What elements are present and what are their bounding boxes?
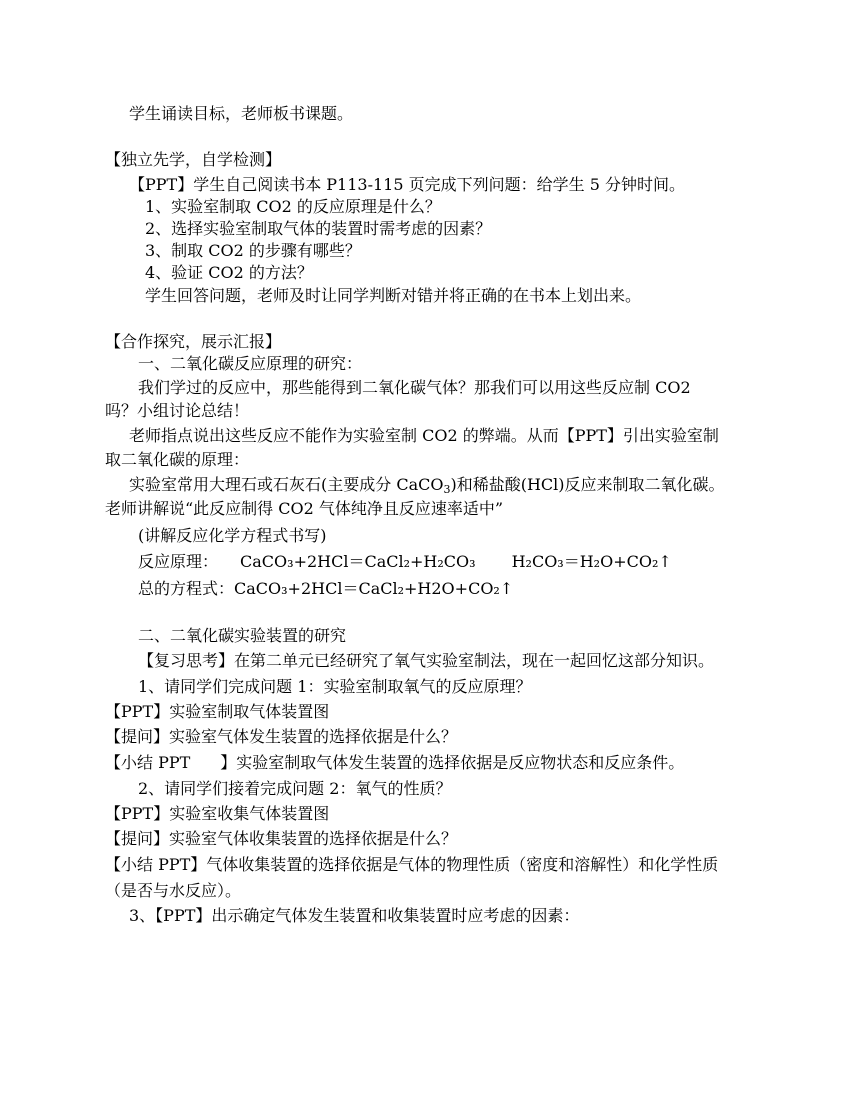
chemical-equation: CaCO₃+2HCl＝CaCl₂+H₂CO₃ bbox=[240, 552, 476, 571]
text-line: 我们学过的反应中，那些能得到二氧化碳气体？那我们可以用这些反应制 CO2 bbox=[138, 378, 691, 397]
text-line bbox=[105, 752, 684, 774]
text-line: 【复习思考】在第二单元已经研究了氧气实验室制法，现在一起回忆这部分知识。 bbox=[138, 651, 715, 670]
equation-line: 总的方程式：CaCO₃+2HCl＝CaCl₂+H2O+CO₂↑ bbox=[138, 579, 514, 598]
chemical-equation: H₂CO₃＝H₂O+CO₂↑ bbox=[511, 552, 672, 571]
text-line: 老师指点说出这些反应不能作为实验室制 CO2 的弊端。从而【PPT】引出实验室制 bbox=[129, 426, 719, 445]
text-segment: 】实验室制取气体发生装置的选择依据是反应物状态和反应条件。 bbox=[220, 753, 685, 772]
question-item: 3、制取 CO2 的步骤有哪些？ bbox=[145, 241, 361, 260]
subsection-heading: 一、二氧化碳反应原理的研究： bbox=[138, 354, 363, 373]
text-line: 3、【PPT】出示确定气体发生装置和收集装置时应考虑的因素： bbox=[129, 906, 580, 925]
text-line: 学生诵读目标，老师板书课题。 bbox=[129, 104, 354, 123]
section-heading: 【合作探究，展示汇报】 bbox=[105, 332, 282, 351]
text-line: 【PPT】学生自己阅读书本 P113-115 页完成下列问题：给学生 5 分钟时间。 bbox=[129, 175, 685, 194]
text-line: 【提问】实验室气体收集装置的选择依据是什么？ bbox=[105, 829, 458, 848]
equation-line bbox=[138, 551, 672, 573]
question-item: 4、验证 CO2 的方法？ bbox=[145, 263, 313, 282]
text-line bbox=[129, 474, 725, 496]
text-line: 【提问】实验室气体发生装置的选择依据是什么？ bbox=[105, 727, 458, 746]
equation-label: 反应原理： bbox=[138, 552, 219, 571]
text-line: 1、请同学们完成问题 1：实验室制取氧气的反应原理？ bbox=[138, 677, 532, 696]
subsection-heading: 二、二氧化碳实验装置的研究 bbox=[138, 626, 347, 645]
text-line: 吗？小组讨论总结！ bbox=[105, 401, 250, 420]
question-item: 2、选择实验室制取气体的装置时需考虑的因素？ bbox=[145, 219, 492, 238]
text-segment: 实验室常用大理石或石灰石(主要成分 CaCO bbox=[129, 475, 444, 494]
text-line: (讲解反应化学方程式书写) bbox=[138, 526, 327, 545]
text-line: 【小结 PPT】气体收集装置的选择依据是气体的物理性质（密度和溶解性）和化学性质 bbox=[105, 855, 719, 874]
text-line: （是否与水反应）。 bbox=[105, 881, 242, 900]
text-line: 学生回答问题，老师及时让同学判断对错并将正确的在书本上划出来。 bbox=[145, 286, 642, 305]
text-line: 老师讲解说“此反应制得 CO2 气体纯净且反应速率适中” bbox=[105, 499, 504, 518]
text-segment: 【小结 PPT bbox=[105, 753, 191, 772]
text-line: 【PPT】实验室制取气体装置图 bbox=[105, 702, 330, 721]
section-heading: 【独立先学，自学检测】 bbox=[105, 150, 282, 169]
text-line: 取二氧化碳的原理： bbox=[105, 450, 250, 469]
subscript: 3 bbox=[443, 483, 451, 496]
text-segment: )和稀盐酸(HCl)反应来制取二氧化碳。 bbox=[450, 475, 725, 494]
text-line: 2、请同学们接着完成问题 2：氧气的性质？ bbox=[138, 779, 452, 798]
question-item: 1、实验室制取 CO2 的反应原理是什么？ bbox=[145, 197, 441, 216]
text-line: 【PPT】实验室收集气体装置图 bbox=[105, 804, 330, 823]
